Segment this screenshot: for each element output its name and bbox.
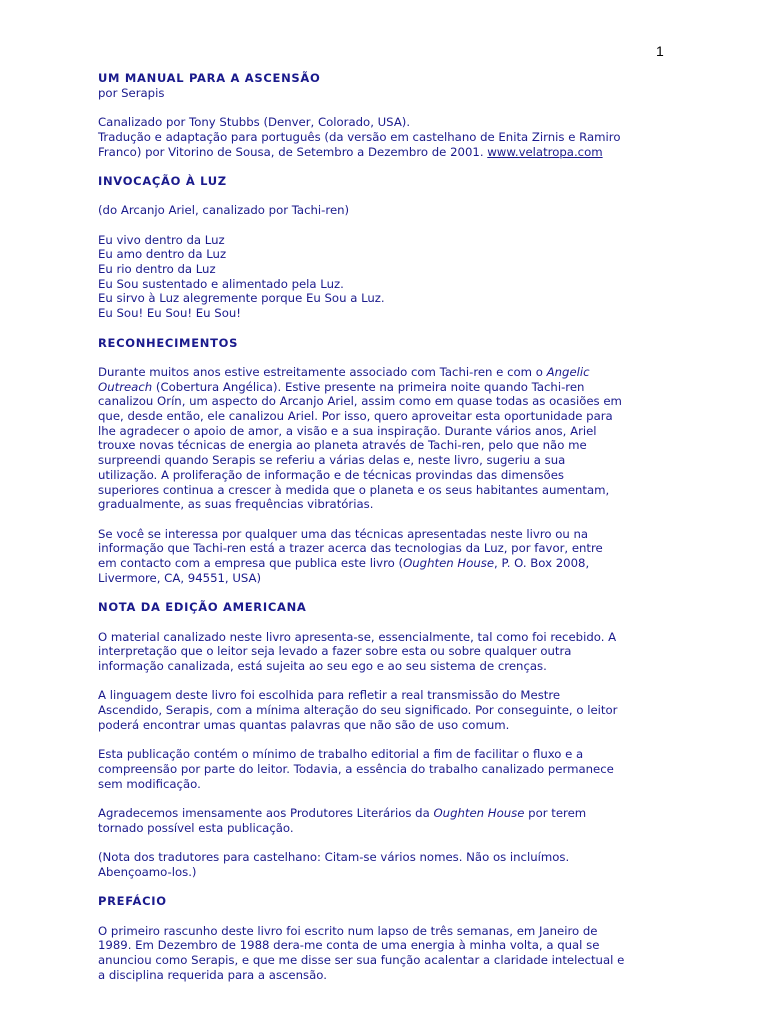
paragraph-line: trouxe novas técnicas de energia ao planeta através de Tachi-ren, pelo que não me bbox=[98, 438, 587, 453]
line-text: Durante muitos anos estive estreitamente associado com Tachi-ren e com o bbox=[98, 364, 547, 379]
paragraph-line: anunciou como Serapis, e que me disse ser sua função acalentar a claridade intelectual e bbox=[98, 952, 625, 967]
paragraph-line: (Nota dos tradutores para castelhano: Citam-se vários nomes. Não os incluímos. bbox=[98, 850, 570, 865]
invocation-line: Eu vivo dentro da Luz bbox=[98, 232, 225, 247]
paragraph-line bbox=[98, 380, 683, 395]
section-heading-american-note: NOTA DA EDIÇÃO AMERICANA bbox=[98, 600, 307, 615]
paragraph-line: O primeiro rascunho deste livro foi escrito num lapso de três semanas, em Janeiro de bbox=[98, 923, 598, 938]
credits-line-1: Canalizado por Tony Stubbs (Denver, Colorado, USA). bbox=[98, 115, 411, 130]
line-text: em contacto com a empresa que publica este livro ( bbox=[98, 556, 404, 571]
invocation-line: Eu rio dentro da Luz bbox=[98, 262, 216, 277]
invocation-line: Eu Sou! Eu Sou! Eu Sou! bbox=[98, 306, 241, 321]
american-note-paragraph-2 bbox=[98, 688, 683, 732]
paragraph-line: poderá encontrar umas quantas palavras que não são de uso comum. bbox=[98, 717, 510, 732]
invocation-line: Eu Sou sustentado e alimentado pela Luz. bbox=[98, 276, 344, 291]
italic-publisher: Oughten House bbox=[433, 805, 525, 820]
paragraph-line: O material canalizado neste livro apresenta-se, essencialmente, tal como foi recebido. A bbox=[98, 629, 617, 644]
document-title: UM MANUAL PARA A ASCENSÃO bbox=[98, 71, 321, 85]
invocation-line: Eu amo dentro da Luz bbox=[98, 247, 227, 262]
preface-paragraph-1 bbox=[98, 924, 683, 983]
invocation-lines bbox=[98, 233, 683, 321]
paragraph-line: Se você se interessa por qualquer uma das técnicas apresentadas neste livro ou na bbox=[98, 526, 589, 541]
line-text: por terem bbox=[524, 805, 587, 820]
website-link[interactable]: www.velatropa.com bbox=[487, 144, 603, 159]
invocation-note: (do Arcanjo Ariel, canalizado por Tachi-ren) bbox=[98, 203, 350, 218]
paragraph-line: compreensão por parte do leitor. Todavia, a essência do trabalho canalizado permanece bbox=[98, 761, 614, 776]
italic-title: Angelic bbox=[546, 364, 590, 379]
paragraph-line: superiores continua a crescer à medida que o planeta e os seus habitantes aumentam, bbox=[98, 482, 610, 497]
paragraph-line: sem modificação. bbox=[98, 776, 201, 791]
paragraph-line: 1989. Em Dezembro de 1988 dera-me conta de uma energia à minha volta, a qual se bbox=[98, 938, 600, 953]
paragraph-line bbox=[98, 556, 683, 571]
credits-line-3 bbox=[98, 145, 683, 160]
section-heading-invocation: INVOCAÇÃO À LUZ bbox=[98, 173, 227, 188]
american-note-paragraph-3 bbox=[98, 747, 683, 791]
page-number: 1 bbox=[656, 43, 664, 59]
paragraph-line: Abençoamo-los.) bbox=[98, 864, 197, 879]
author-line: por Serapis bbox=[98, 85, 165, 100]
paragraph-line: utilização. A proliferação de informação e de técnicas provindas das dimensões bbox=[98, 467, 564, 482]
american-note-paragraph-1 bbox=[98, 630, 683, 674]
american-note-paragraph-4 bbox=[98, 806, 683, 835]
paragraph-line: interpretação que o leitor seja levado a fazer sobre esta ou sobre qualquer outra bbox=[98, 644, 572, 659]
document-body bbox=[98, 71, 683, 982]
paragraph-line: Livermore, CA, 94551, USA) bbox=[98, 570, 262, 585]
paragraph-line: Esta publicação contém o mínimo de trabalho editorial a fim de facilitar o fluxo e a bbox=[98, 747, 584, 762]
italic-publisher: Oughten House bbox=[403, 556, 495, 571]
italic-title: Outreach bbox=[98, 379, 153, 394]
paragraph-line: A linguagem deste livro foi escolhida para refletir a real transmissão do Mestre bbox=[98, 688, 561, 703]
acknowledgements-paragraph-2 bbox=[98, 527, 683, 586]
paragraph-line: Ascendido, Serapis, com a mínima alteração do seu significado. Por conseguinte, o leitor bbox=[98, 703, 618, 718]
paragraph-line: gradualmente, as suas frequências vibratórias. bbox=[98, 497, 374, 512]
paragraph-line: que, desde então, ele canalizou Ariel. Por isso, quero aproveitar esta oportunidade para bbox=[98, 409, 613, 424]
paragraph-line bbox=[98, 806, 683, 821]
paragraph-line: informação que Tachi-ren está a trazer acerca das tecnologias da Luz, por favor, entre bbox=[98, 541, 603, 556]
line-text: (Cobertura Angélica). Estive presente na primeira noite quando Tachi-ren bbox=[152, 379, 585, 394]
paragraph-line: tornado possível esta publicação. bbox=[98, 820, 294, 835]
paragraph-line: surpreendi quando Serapis se referiu a várias delas e, neste livro, sugeriu a sua bbox=[98, 453, 566, 468]
line-text: Agradecemos imensamente aos Produtores Literários da bbox=[98, 805, 434, 820]
acknowledgements-paragraph-1 bbox=[98, 365, 683, 512]
credits-line-2: Tradução e adaptação para português (da versão em castelhano de Enita Zirnis e Ramiro bbox=[98, 129, 621, 144]
paragraph-line: informação canalizada, está sujeita ao seu ego e ao seu sistema de crenças. bbox=[98, 658, 547, 673]
paragraph-line bbox=[98, 365, 683, 380]
american-note-paragraph-5 bbox=[98, 850, 683, 879]
credits-line-3-text: Franco) por Vitorino de Sousa, de Setembro a Dezembro de 2001. bbox=[98, 144, 488, 159]
paragraph-line: lhe agradecer o apoio de amor, a visão e a sua inspiração. Durante vários anos, Ariel bbox=[98, 423, 597, 438]
paragraph-line: a disciplina requerida para a ascensão. bbox=[98, 967, 327, 982]
line-text: , P. O. Box 2008, bbox=[494, 556, 590, 571]
section-heading-acknowledgements: RECONHECIMENTOS bbox=[98, 335, 239, 350]
section-heading-preface: PREFÁCIO bbox=[98, 894, 167, 909]
invocation-line: Eu sirvo à Luz alegremente porque Eu Sou a Luz. bbox=[98, 291, 385, 306]
paragraph-line: canalizou Orín, um aspecto do Arcanjo Ariel, assim como em quase todas as ocasiões em bbox=[98, 394, 622, 409]
